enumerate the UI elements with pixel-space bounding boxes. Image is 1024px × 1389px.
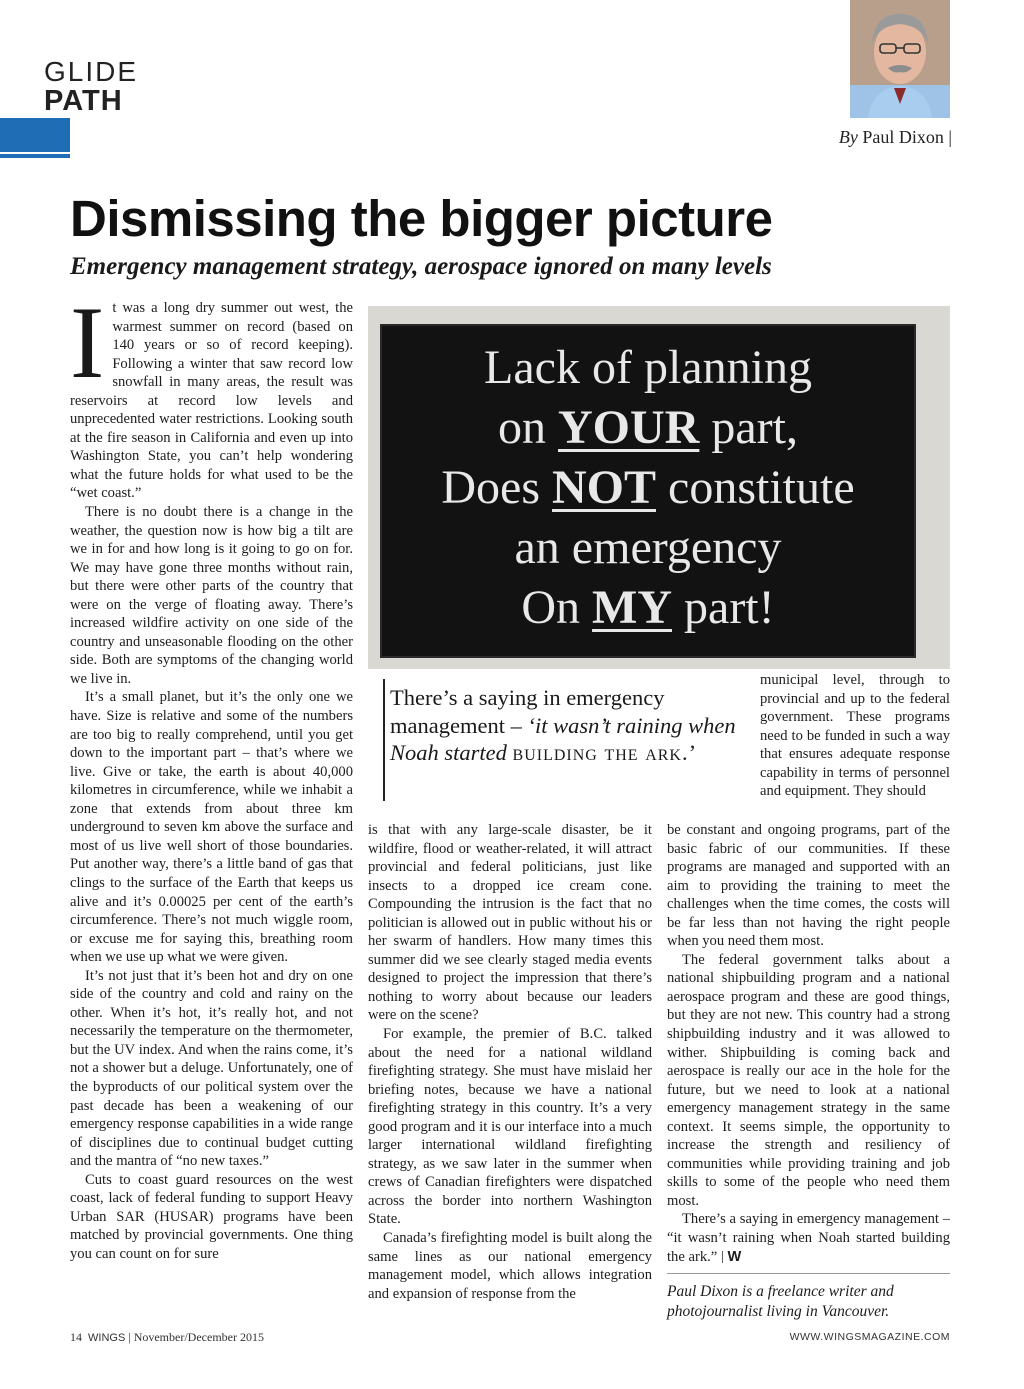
- sign-line: On MY part!: [521, 581, 775, 634]
- paragraph: There is no doubt there is a change in the weather, the question now is how big a tilt are we in for and how long is it going to go on for. We may have gone three months without rain, but there were other parts of the country that were on the verge of floating away. There’s increased wildfire activity on one side of the country and unseasonable flooding on the other side. Both are symptoms of the changing world we live in.: [70, 504, 353, 687]
- sign: [382, 326, 914, 656]
- author-headshot: [850, 0, 950, 118]
- byline-separator: |: [948, 127, 952, 147]
- pullquote-caps: building the ark.: [512, 740, 689, 765]
- byline-author: Paul Dixon: [862, 127, 944, 147]
- headline: Dismissing the bigger picture: [70, 190, 773, 247]
- paragraph: It’s not just that it’s been hot and dry on one side of the country and cold and rainy on the other. When it’s hot, it’s really hot, and not necessarily the temperature on the thermometer, but the UV index. And when the rains come, it’s not a shower but a deluge. Unfortunately, one of the byproducts of our political system over the past decade has been a weakening of our emergency response capabilities in a wide range of disciplines due to continual budget cutting and the mantra of “no new taxes.”: [70, 967, 353, 1170]
- bio-divider: [667, 1273, 950, 1274]
- author-portrait-illustration: [850, 0, 950, 118]
- footer-folio: [70, 1330, 264, 1345]
- article-column-3: [667, 821, 950, 1263]
- article-column-3-top: [760, 671, 950, 821]
- section-accent-line: [0, 154, 70, 158]
- paragraph: The federal government talks about a national shipbuilding program and a national aerospace program and these are good things, but they are not new. This country had a strong shipbuilding industry and it was allowed to wither. Shipbuilding is coming back and aerospace is really our ace in the hole for the future, but we need to look at a national emergency management strategy in the same context. It seems simple, the opportunity to increase the strength and resiliency of communities while providing training and job skills to some of the people who need them most.: [667, 951, 950, 1209]
- sign-line: Does NOT constitute: [441, 461, 855, 514]
- sign-line: Lack of planning: [484, 341, 812, 394]
- paragraph: It’s a small planet, but it’s the only one we have. Size is relative and some of the numbers are too big to really comprehend, until you get down to the important part – that’s where we live. Give or take, the earth is about 40,000 kilometres in circumference, while we inhabit a zone that extends from about three km underground to seven km above the surface and most of us live well short of those boundaries. Put another way, there’s a little band of gas that clings to the surface of the Earth that keeps us alive and it’s 0.00025 per cent of the earth’s circumference. There’s not much wiggle room, or excuse me for saying this, breathing room when we use up what we were given.: [70, 689, 353, 966]
- footer-website[interactable]: WWW.WINGSMAGAZINE.COM: [789, 1331, 950, 1343]
- paragraph: Cuts to coast guard resources on the west coast, lack of federal funding to support Heavy Urban SAR (HUSAR) programs have been matched by provincial governments. One thing you can count on for sure: [70, 1171, 353, 1262]
- sign-line: on YOUR part,: [498, 401, 798, 454]
- article-column-2: [368, 821, 652, 1321]
- pullquote-quote: ‘it wasn’t raining when Noah started: [390, 712, 736, 765]
- deck: Emergency management strategy, aerospace ignored on many levels: [70, 253, 772, 280]
- magazine-name: WINGS: [88, 1332, 126, 1344]
- page-number: 14: [70, 1330, 82, 1344]
- article-column-1: [70, 299, 353, 1321]
- pullquote-intro: There’s a saying in emergency management –: [390, 685, 665, 738]
- byline-prefix: By: [838, 127, 858, 147]
- pullquote: [390, 684, 744, 767]
- sign-text: [382, 338, 914, 638]
- author-bio: Paul Dixon is a freelance writer and photojournalist living in Vancouver.: [667, 1283, 894, 1320]
- article-photo: [368, 306, 950, 669]
- paragraph: Canada’s firefighting model is built along the same lines as our national emergency management model, which allows integration and expansion of response from the: [368, 1230, 652, 1302]
- section-kicker-bottom: PATH: [44, 85, 123, 117]
- paragraph: For example, the premier of B.C. talked about the need for a national wildland firefighting strategy. She must have mislaid her briefing notes, because we have a national firefighting strategy in this country. It’s a very good program and it is our interface into a much larger international wildland firefighting strategy, as we saw later in the summer when crews of Canadian firefighters were dispatched across the border into northern Washington State.: [368, 1026, 652, 1228]
- paragraph-final: There’s a saying in emergency management – “it wasn’t raining when Noah started building the ark.” | W: [667, 1211, 950, 1263]
- pullquote-rule: [383, 679, 385, 801]
- section-kicker-top: GLIDE: [44, 56, 139, 87]
- issue-date: November/December 2015: [133, 1330, 264, 1344]
- pullquote-close: ’: [688, 740, 697, 765]
- paragraph: is that with any large-scale disaster, be it wildfire, flood or weather-related, it will attract provincial and federal politicians, just like insects to a dropped ice cream cone. Compounding the intrusion is the fact that no politician is allowed out in public without his or her swarm of handlers. How many times this summer did we see clearly staged media events designed to project the impression that there’s nothing to worry about because our leaders were on the scene?: [368, 822, 652, 1024]
- byline: [839, 127, 952, 148]
- section-accent-block: [0, 118, 70, 152]
- paragraph: be constant and ongoing programs, part of the basic fabric of our communities. If these programs are managed and supported with an aim to providing the training to meet the challenges when the time comes, the costs will be far less than not having the right people when you need them most.: [667, 822, 950, 950]
- sign-line: an emergency: [514, 521, 782, 574]
- paragraph: municipal level, through to provincial and up to the federal government. These programs need to be funded in such a way that ensures adequate response capability in terms of personnel and equipment. They should: [760, 672, 950, 800]
- paragraph: t was a long dry summer out west, the warmest summer on record (based on 140 years or so of record keeping). Following a winter that saw record low snowfall in many areas, the result was reservoirs at record low levels and unprecedented water restrictions. Looking south at the fire season in California and even up into Washington State, you can’t help wondering what the future holds for what used to be the “wet coast.”: [70, 300, 353, 502]
- footer-separator: |: [128, 1330, 131, 1344]
- end-mark: W: [727, 1248, 742, 1263]
- drop-cap: I: [70, 299, 105, 400]
